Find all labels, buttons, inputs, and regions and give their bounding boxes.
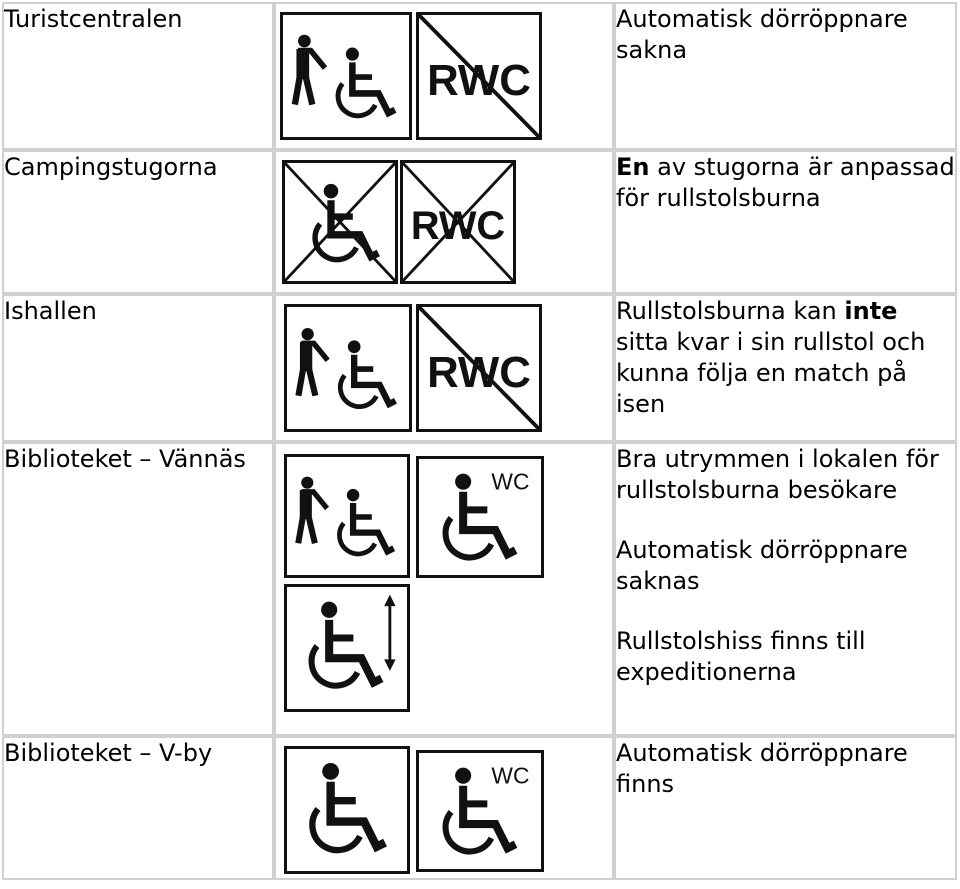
table-row — [2, 736, 957, 880]
assisted-wheelchair-icon — [280, 12, 412, 140]
note-cell — [614, 294, 957, 442]
note-text: Automatisk dörröppnare saknas — [616, 536, 908, 595]
place-name: Ishallen — [2, 294, 274, 442]
wheelchair-lift-icon — [284, 584, 410, 712]
note-text: Rullstolshiss finns till expeditionerna — [616, 627, 866, 686]
accessibility-table — [2, 2, 957, 880]
assisted-wheelchair-icon — [284, 304, 412, 432]
place-name: Turistcentralen — [2, 2, 274, 150]
no-rwc-icon — [416, 304, 542, 432]
no-rwc-icon — [416, 12, 542, 140]
wheelchair-wc-icon — [416, 750, 544, 872]
icon-cell — [274, 294, 614, 442]
table-row — [2, 150, 957, 294]
note-cell — [614, 736, 957, 880]
wc-label: WC — [491, 762, 530, 789]
rwc-label: RWC — [427, 56, 531, 106]
note-text: Automatisk dörröppnare finns — [616, 739, 908, 798]
no-wheelchair-icon — [282, 160, 398, 284]
wheelchair-icon — [284, 746, 410, 874]
note-text: Automatisk dörröppnare sakna — [616, 5, 908, 64]
note-text: Rullstolsburna kan inte sitta kvar i sin rullstol och kunna följa en match på isen — [616, 297, 926, 418]
note-text: En av stugorna är anpassad för rullstolsburna — [616, 153, 955, 212]
note-cell — [614, 150, 957, 294]
table-row — [2, 442, 957, 736]
rwc-label: RWC — [410, 204, 506, 249]
place-name: Campingstugorna — [2, 150, 274, 294]
icon-cell — [274, 2, 614, 150]
note-cell — [614, 2, 957, 150]
table-row — [2, 2, 957, 150]
icon-cell — [274, 150, 614, 294]
note-cell — [614, 442, 957, 736]
wc-label: WC — [491, 468, 530, 495]
assisted-wheelchair-icon — [284, 454, 410, 578]
icon-cell — [274, 442, 614, 736]
note-text: Bra utrymmen i lokalen för rullstolsburna besökare — [616, 445, 939, 504]
no-rwc-icon — [400, 160, 516, 284]
table-row — [2, 294, 957, 442]
wheelchair-wc-icon — [416, 456, 544, 578]
rwc-label: RWC — [427, 348, 531, 398]
place-name: Biblioteket – Vännäs — [2, 442, 274, 736]
place-name: Biblioteket – V-by — [2, 736, 274, 880]
icon-cell — [274, 736, 614, 880]
